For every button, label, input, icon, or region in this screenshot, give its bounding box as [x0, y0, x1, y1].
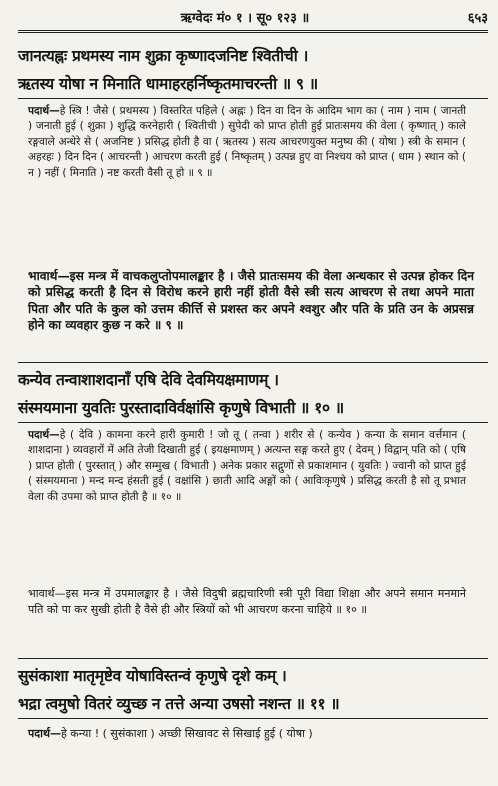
mantra-11-line-2: भद्रा त्वमुषो वितरं व्युच्छ न तत्ते अन्या उषसो नशन्त ॥ ११ ॥	[18, 695, 340, 713]
bhavartha-label: भावार्थ—	[28, 587, 66, 600]
mantra-9-line-2: ऋतस्य योषा न मिनाति धामाहरहर्निष्कृतमाचरन्ती ॥ ९ ॥	[18, 75, 318, 93]
mantra-10-line-1: कन्येव तन्वाशाशदानाँ एषि देवि देवमियक्षमाणम् ।	[18, 371, 279, 389]
padartha-text: हे ( देवि ) कामना करने हारी कुमारी ! जो तू ( तन्वा ) शरीर से ( कन्येव ) कन्या के समान वर्त्तमान ( शाशदाना ) व्यवहारों में अति तेजी दिखाती हुई ( इयक्षमाणम् ) अत्यन्त सङ्ग करते हुए ( देवम् ) विद्वान् पति को ( एषि ) प्राप्त होती ( पुरस्तात् ) और सम्मुख ( विभाती ) अनेक प्रकार सद्गुणों से प्रकाशमान ( युवतिः ) ज्वानी को प्राप्त हुई ( संस्मयमाना ) मन्द मन्द हंसती हुई ( वक्षांसि ) छाती आदि अङ्गों को ( आविःकृणुषे ) प्रसिद्ध करती है सो तू प्रभात वेला की उपमा को प्राप्त होती है ॥ १० ॥	[28, 429, 466, 503]
padartha-label: पदार्थ—	[28, 105, 60, 117]
bhavartha-text: इस मन्त्र में वाचकलुप्तोपमालङ्कार है । जैसे प्रातःसमय की वेला अन्धकार से उत्पन्न होकर दिन को प्रसिद्ध करती है दिन से विरोध करने हारी नहीं होती वैसे स्त्री सत्य आचरण से तथा अपने माता पिता और पति के कुल को उत्तम कीर्त्ति से प्रशस्त कर अपने श्वशुर और पति के प्रति उन के अप्रसन्न होने का व्यवहार कुछ न करे ॥ ९ ॥	[28, 269, 474, 332]
divider	[18, 658, 488, 659]
padartha-9	[28, 104, 466, 181]
bhavartha-text: इस मन्त्र में उपमालङ्कार है । जैसे विदुषी ब्रह्मचारिणी स्त्री पूरी विद्या शिक्षा और अपने समान मनमाने पति को पा कर सुखी होती है वैसे ही और स्त्रियों को भी आचरण करना चाहिये ॥ १० ॥	[28, 587, 466, 616]
bhavartha-label: भावार्थ—	[28, 269, 70, 283]
padartha-text: हे स्त्रि ! जैसे ( प्रथमस्य ) विस्तरित पहिले ( अह्नः ) दिन वा दिन के आदिम भाग का ( नाम ) नाम ( जानती ) जनाती हुई ( शुक्रा ) शुद्धि करनेहारी ( श्वितीची ) सुपेदी को प्राप्त होती हुई प्रातःसमय की वेला ( कृष्णात् ) काले रङ्गवाले अन्धेरे से ( अजनिष्ट ) प्रसिद्ध होती है वा ( ऋतस्य ) सत्य आचरणयुक्त मनुष्य की ( योषा ) स्त्री के समान ( अहरहः ) दिन दिन ( आचरन्ती ) आचरण करती हुई ( निष्कृतम् ) उत्पन्न हुए वा निश्चय को प्राप्त ( धाम ) स्थान को ( न ) नहीं ( मिनाति ) नष्ट करती वैसी तू हो ॥ ९ ॥	[28, 105, 466, 179]
padartha-11	[28, 726, 466, 741]
running-title: ऋग्वेदः मं० १ । सू० १२३ ॥	[180, 11, 310, 26]
bhavartha-10	[28, 586, 466, 617]
bhavartha-9	[28, 268, 474, 333]
padartha-text: हे कन्या ! ( सुसंकाशा ) अच्छी सिखावट से सिखाई हुई ( योषा )	[60, 727, 313, 740]
padartha-10	[28, 428, 466, 505]
divider	[18, 362, 488, 363]
mantra-10-line-2: संस्मयमाना युवतिः पुरस्तादाविर्वक्षांसि कृणुषे विभाती ॥ १० ॥	[18, 399, 344, 417]
padartha-label: पदार्थ—	[28, 429, 60, 441]
divider	[18, 422, 488, 423]
page-number: ६५३	[467, 11, 488, 26]
mantra-11-line-1: सुसंकाशा मातृमृष्टेव योषाविस्तन्वं कृणुषे दृशे कम् ।	[18, 667, 287, 685]
divider	[18, 98, 488, 99]
padartha-label: पदार्थ—	[28, 727, 61, 740]
mantra-9-line-1: जानत्यह्नः प्रथमस्य नाम शुक्रा कृष्णादजनिष्ट श्वितीची ।	[18, 47, 309, 65]
divider	[18, 718, 488, 719]
header-rule	[18, 30, 488, 33]
page-header	[0, 6, 498, 28]
